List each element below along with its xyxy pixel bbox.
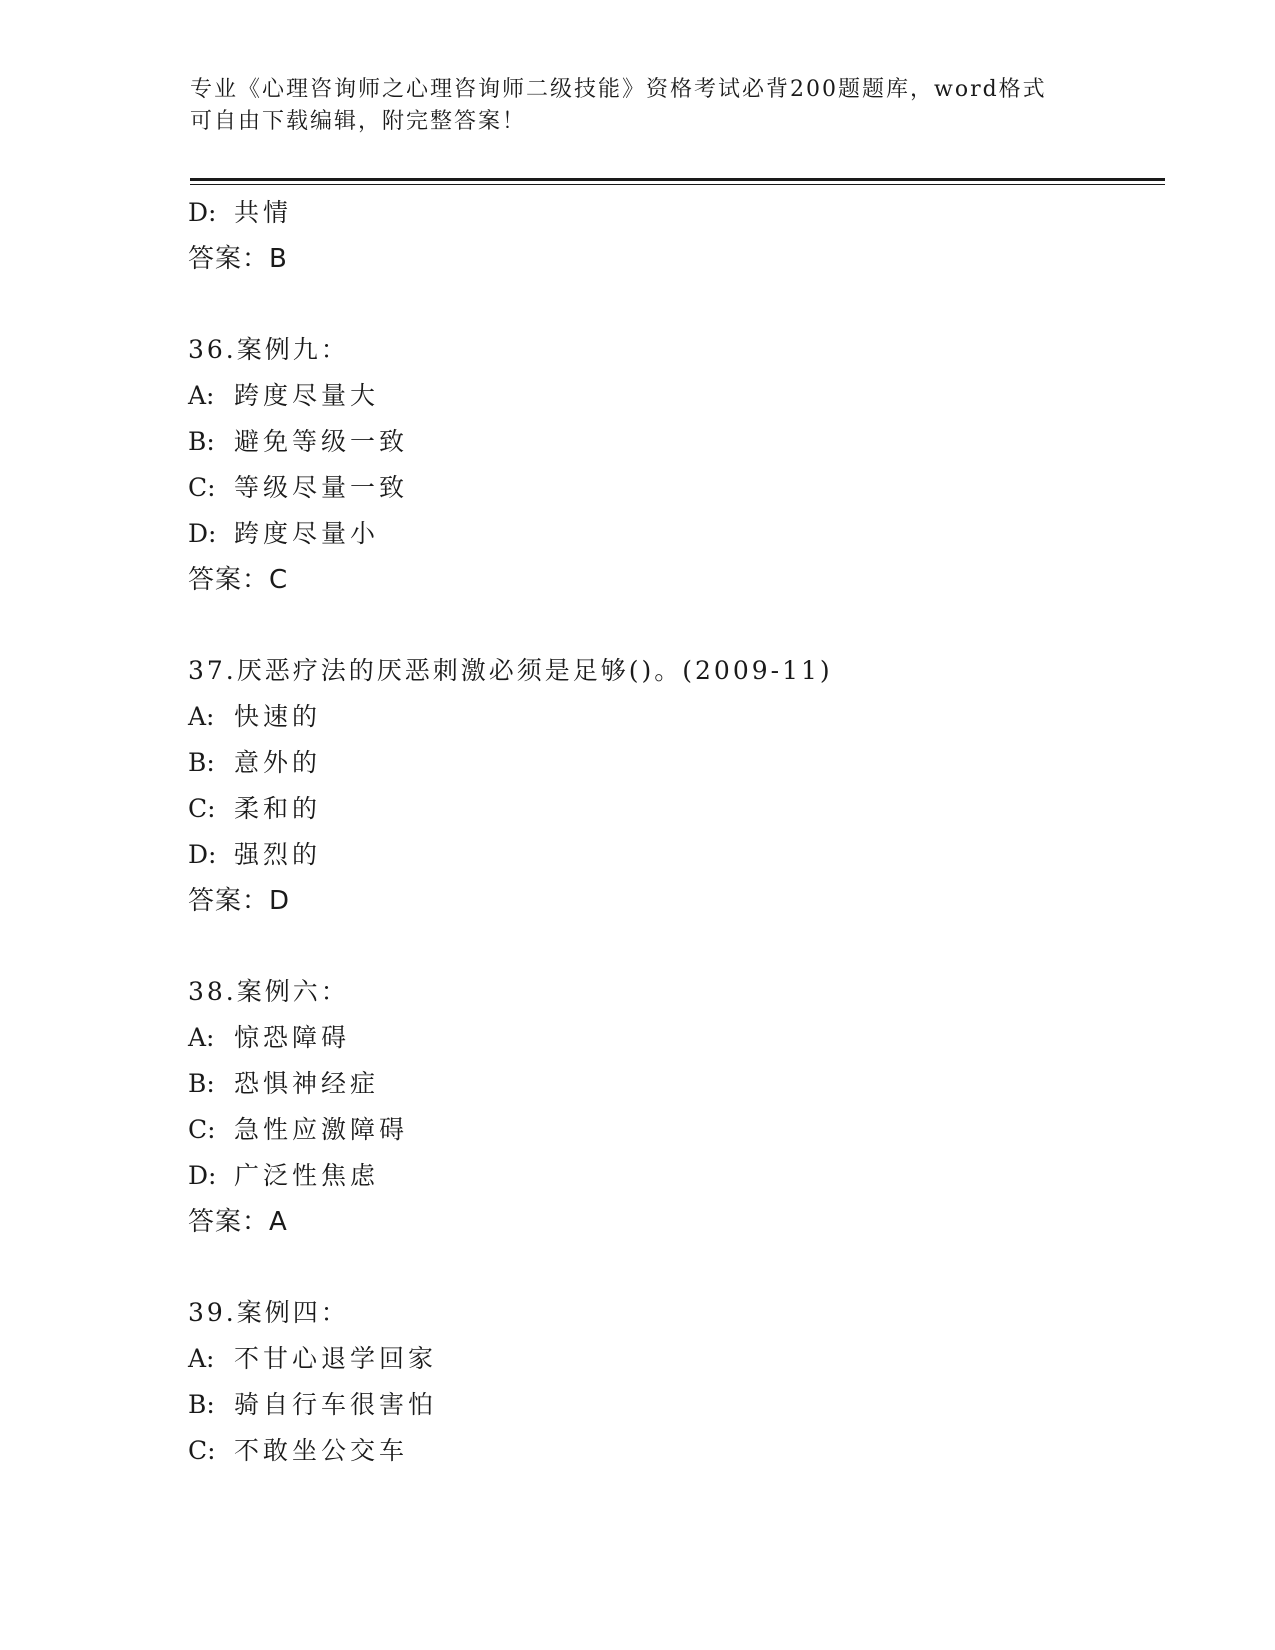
option-text: 柔和的 — [234, 794, 322, 823]
option-text: 等级尽量一致 — [234, 473, 409, 502]
question-list — [188, 190, 1148, 1474]
option-row — [188, 419, 1148, 465]
spacer — [188, 282, 1148, 327]
option-row — [188, 190, 1148, 236]
option-letter: C: — [188, 473, 216, 502]
option-row — [188, 1336, 1148, 1382]
option-row — [188, 1061, 1148, 1107]
option-letter: A: — [188, 381, 215, 410]
header-line-1: 专业《心理咨询师之心理咨询师二级技能》资格考试必背200题题库，word格式 — [190, 77, 1047, 102]
option-text: 急性应激障碍 — [234, 1115, 409, 1144]
option-row — [188, 511, 1148, 557]
option-text: 跨度尽量小 — [234, 519, 380, 548]
spacer — [188, 1245, 1148, 1290]
option-row — [188, 1382, 1148, 1428]
question-stem: 37.厌恶疗法的厌恶刺激必须是足够()。(2009-11) — [188, 656, 833, 685]
option-row — [188, 1107, 1148, 1153]
option-row — [188, 1015, 1148, 1061]
option-row — [188, 1428, 1148, 1474]
document-header — [190, 74, 1090, 138]
option-letter: D: — [188, 840, 217, 869]
option-text: 共情 — [234, 198, 293, 227]
answer-line: 答案：B — [188, 244, 288, 274]
spacer — [188, 924, 1148, 969]
question-stem: 36.案例九： — [188, 335, 349, 364]
option-letter: B: — [188, 1390, 215, 1419]
answer-line: 答案：A — [188, 1207, 288, 1237]
option-letter: B: — [188, 748, 215, 777]
option-letter: B: — [188, 427, 215, 456]
option-letter: D: — [188, 198, 217, 227]
option-text: 惊恐障碍 — [234, 1023, 351, 1052]
option-letter: C: — [188, 1115, 216, 1144]
option-letter: A: — [188, 702, 215, 731]
option-text: 广泛性焦虑 — [234, 1161, 380, 1190]
option-text: 避免等级一致 — [234, 427, 409, 456]
option-text: 强烈的 — [234, 840, 322, 869]
question-stem: 38.案例六： — [188, 977, 349, 1006]
option-text: 快速的 — [234, 702, 322, 731]
answer-line: 答案：D — [188, 886, 291, 916]
header-divider-thin — [190, 184, 1165, 185]
option-letter: A: — [188, 1344, 215, 1373]
option-letter: D: — [188, 519, 217, 548]
option-row — [188, 786, 1148, 832]
option-row — [188, 373, 1148, 419]
header-divider-thick — [190, 178, 1165, 181]
option-text: 不甘心退学回家 — [234, 1344, 438, 1373]
answer-line: 答案：C — [188, 565, 289, 595]
option-row — [188, 832, 1148, 878]
option-row — [188, 465, 1148, 511]
option-row — [188, 1153, 1148, 1199]
option-text: 恐惧神经症 — [234, 1069, 380, 1098]
option-text: 不敢坐公交车 — [234, 1436, 409, 1465]
option-row — [188, 694, 1148, 740]
option-row — [188, 740, 1148, 786]
option-letter: A: — [188, 1023, 215, 1052]
option-text: 骑自行车很害怕 — [234, 1390, 438, 1419]
header-line-2: 可自由下载编辑，附完整答案！ — [190, 109, 527, 134]
option-text: 意外的 — [234, 748, 322, 777]
spacer — [188, 603, 1148, 648]
option-letter: C: — [188, 1436, 216, 1465]
question-stem: 39.案例四： — [188, 1298, 349, 1327]
option-letter: D: — [188, 1161, 217, 1190]
option-letter: C: — [188, 794, 216, 823]
option-letter: B: — [188, 1069, 215, 1098]
option-text: 跨度尽量大 — [234, 381, 380, 410]
